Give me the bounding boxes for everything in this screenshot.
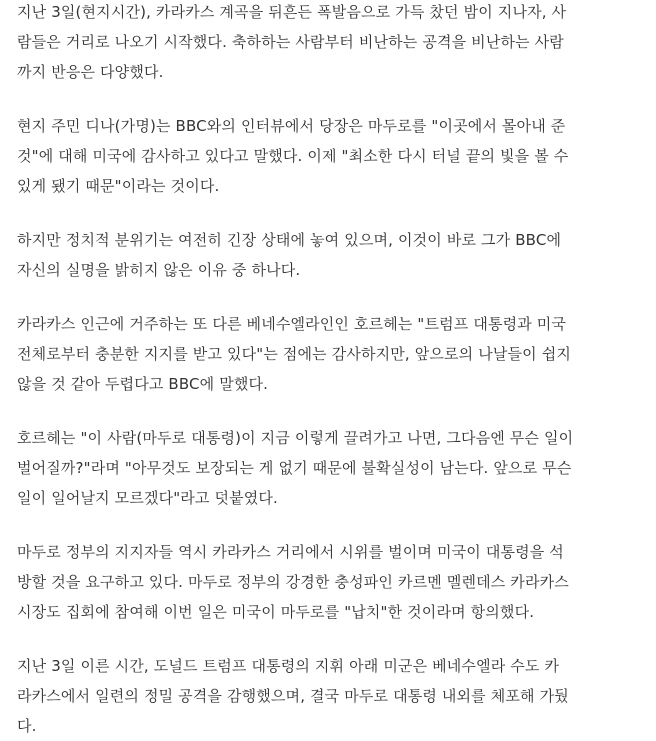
text-line: 지난 3일(현지시간), 카라카스 계곡을 뒤흔든 폭발음으로 가득 찼던 밤이 지나자, 사 (17, 3, 567, 21)
paragraph-3 (17, 225, 639, 285)
text-line: 시장도 집회에 참여해 이번 일은 미국이 마두로를 "납치"한 것이라며 항의했다. (17, 603, 535, 621)
paragraph-6 (17, 537, 639, 627)
paragraph-5 (17, 423, 639, 513)
paragraph-2 (17, 111, 639, 201)
text-line: 전체로부터 충분한 지지를 받고 있다"는 점에는 감사하지만, 앞으로의 나날들이 쉽지 (17, 345, 571, 363)
text-line: 마두로 정부의 지지자들 역시 카라카스 거리에서 시위를 벌이며 미국이 대통령을 석 (17, 543, 564, 561)
text-line: 있게 됐기 때문"이라는 것이다. (17, 177, 220, 195)
text-line: 까지 반응은 다양했다. (17, 63, 164, 81)
text-line: 자신의 실명을 밝히지 않은 이유 중 하나다. (17, 261, 301, 279)
text-line: 카라카스 인근에 거주하는 또 다른 베네수엘라인인 호르헤는 "트럼프 대통령과 미국 (17, 315, 567, 333)
text-line: 하지만 정치적 분위기는 여전히 긴장 상태에 놓여 있으며, 이것이 바로 그가 BBC에 (17, 231, 562, 249)
text-line: 벌어질까?"라며 "아무것도 보장되는 게 없기 때문에 불확실성이 남는다. 앞으로 무슨 (17, 459, 572, 477)
text-line: 지난 3일 이른 시간, 도널드 트럼프 대통령의 지휘 아래 미군은 베네수엘라 수도 카 (17, 657, 560, 675)
text-line: 람들은 거리로 나오기 시작했다. 축하하는 사람부터 비난하는 공격을 비난하는 사람 (17, 33, 564, 51)
text-line: 방할 것을 요구하고 있다. 마두로 정부의 강경한 충성파인 카르멘 멜렌데스 카라카스 (17, 573, 569, 591)
text-line: 않을 것 같아 두렵다고 BBC에 말했다. (17, 375, 269, 393)
paragraph-4 (17, 309, 639, 399)
text-line: 일이 일어날지 모르겠다"라고 덧붙였다. (17, 489, 278, 507)
text-line: 현지 주민 디나(가명)는 BBC와의 인터뷰에서 당장은 마두로를 "이곳에서 몰아내 준 (17, 117, 566, 135)
text-line: 다. (17, 717, 37, 735)
text-line: 것"에 대해 미국에 감사하고 있다고 말했다. 이제 "최소한 다시 터널 끝의 빛을 볼 수 (17, 147, 569, 165)
text-line: 라카스에서 일련의 정밀 공격을 감행했으며, 결국 마두로 대통령 내외를 체포해 가뒀 (17, 687, 569, 705)
paragraph-1 (17, 0, 639, 87)
text-line: 호르헤는 "이 사람(마두로 대통령)이 지금 이렇게 끌려가고 나면, 그다음엔 무슨 일이 (17, 429, 574, 447)
